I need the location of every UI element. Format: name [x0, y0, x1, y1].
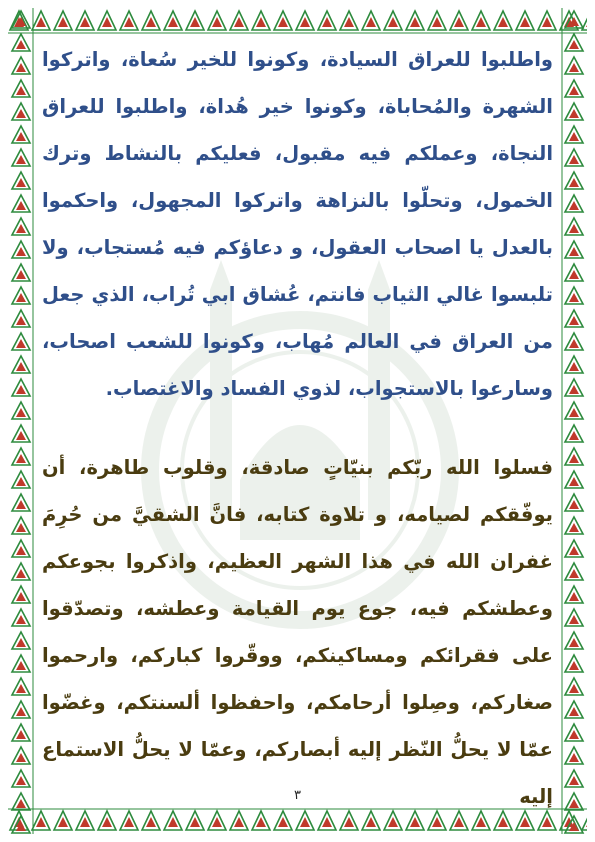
border-top-ornament	[8, 8, 587, 34]
paragraph-2: فسلوا الله ربّكم بنيّاتٍ صادقة، وقلوب طاهرة، أن يوفّقكم لصيامه، و تلاوة كتابه، فانَّ الشقيَّ من حُرِمَ غفران الله في هذا الشهر العظيم، واذكروا بجوعكم وعطشكم فيه، جوع يوم القيامة وعطشه، وتصدّقوا على فقرائكم ومساكينكم، ووقّروا كباركم، وارحموا صغاركم، وصِلوا أرحامكم، واحفظوا ألسنتكم، وغضّوا عمّا لا يحلُّ النّظر إليه أبصاركم، وعمّا لا يحلُّ الاستماع إليه	[42, 456, 553, 808]
page-number: ٣	[294, 788, 301, 803]
border-left-ornament	[8, 8, 34, 834]
paragraph-1: واطلبوا للعراق السيادة، وكونوا للخير سُعاة، واتركوا الشهرة والمُحاباة، وكونوا خير هُداة، واطلبوا للعراق النجاة، وعملكم فيه مقبول، فعليكم بالنشاط وترك الخمول، وتحلّوا بالنزاهة واتركوا المجهول، واحكموا بالعدل يا اصحاب العقول، و دعاؤكم فيه مُستجاب، ولا تلبسوا غالي الثياب فانتم، عُشاق ابي تُراب، الذي جعل من العراق في العالم مُهاب، وكونوا للشعب اصحاب، وسارعوا بالاستجواب، لذوي الفساد والاغتصاب.	[42, 48, 553, 400]
border-right-ornament	[561, 8, 587, 834]
